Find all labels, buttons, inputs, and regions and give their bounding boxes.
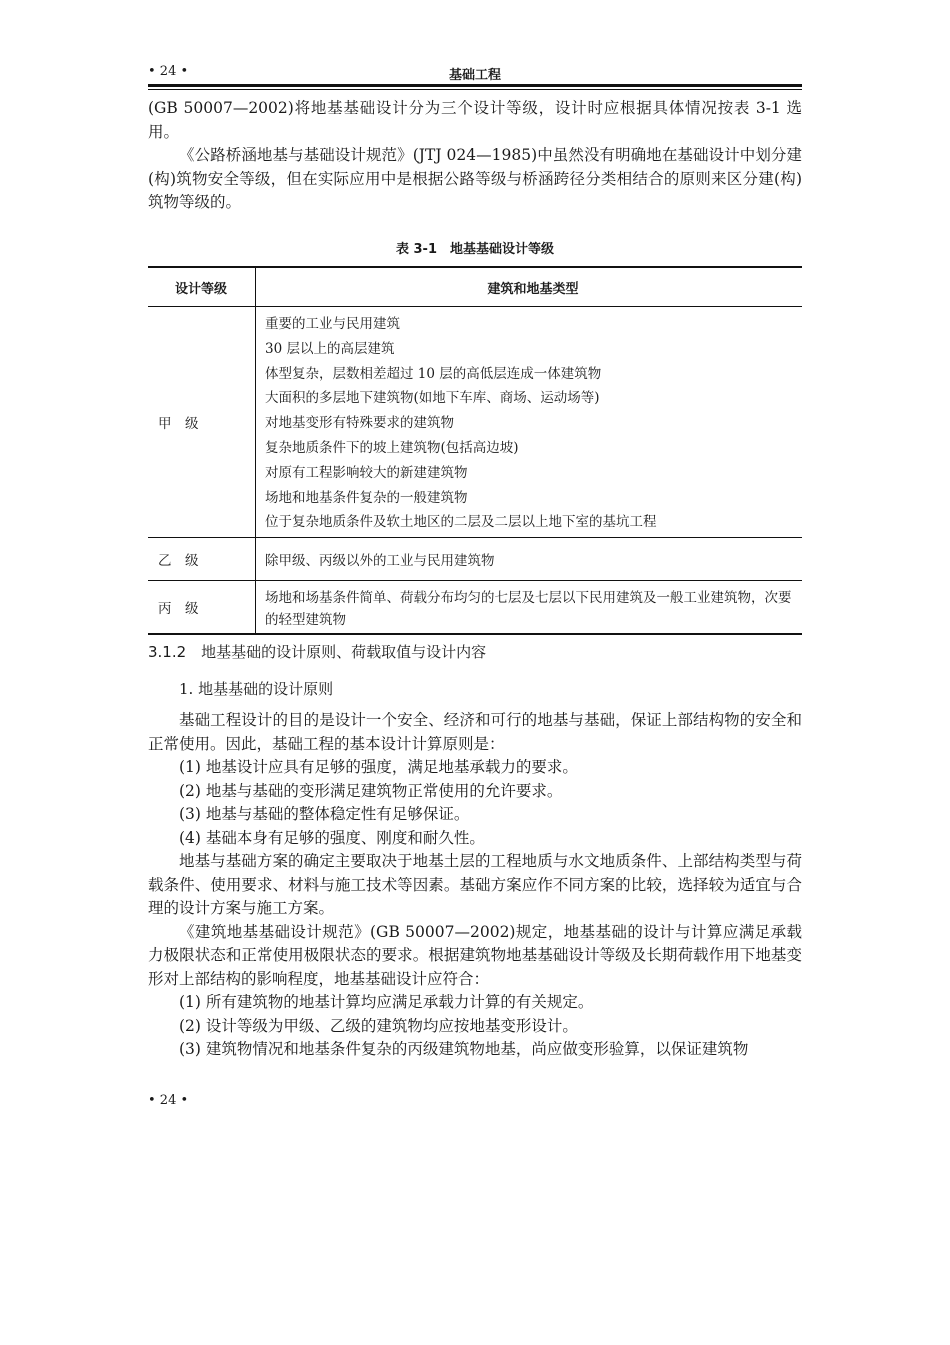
grade-cell: 丙 级 xyxy=(148,581,256,635)
intro-text xyxy=(148,97,802,215)
table-header-row xyxy=(148,267,802,307)
table-row-grade-b xyxy=(148,538,802,581)
sub-heading: 1. 地基基础的设计原则 xyxy=(179,680,334,698)
type-cell: 场地和场基条件简单、荷载分布均匀的七层及七层以下民用建筑及一般工业建筑物，次要的轻型建筑物 xyxy=(256,581,803,635)
list-item: (1) 所有建筑物的地基计算均应满足承载力计算的有关规定。 xyxy=(179,993,594,1011)
list-item: 场地和地基条件复杂的一般建筑物 xyxy=(265,489,468,506)
running-header xyxy=(148,62,802,82)
list-item: (3) 建筑物情况和地基条件复杂的丙级建筑物地基，尚应做变形验算，以保证建筑物 xyxy=(179,1040,749,1058)
intro-paragraph: (GB 50007—2002)将地基基础设计分为三个设计等级，设计时应根据具体情况按表 3-1 选用。 xyxy=(148,99,802,141)
list-item: 重要的工业与民用建筑 xyxy=(265,316,400,332)
list-item: 大面积的多层地下建筑物(如地下车库、商场、运动场等) xyxy=(265,390,600,407)
header-page-number: • 24 • xyxy=(148,64,189,79)
paragraph: 基础工程设计的目的是设计一个安全、经济和可行的地基与基础，保证上部结构物的安全和正常使用。因此，基础工程的基本设计计算原则是： xyxy=(148,711,802,753)
list-item: 体型复杂，层数相差超过 10 层的高低层连成一体建筑物 xyxy=(265,365,602,382)
list-item: 复杂地质条件下的坡上建筑物(包括高边坡) xyxy=(265,439,519,456)
paragraph: 《建筑地基基础设计规范》(GB 50007—2002)规定，地基基础的设计与计算应满足承载力极限状态和正常使用极限状态的要求。根据建筑物地基基础设计等级及长期荷载作用下地基变形对上部结构的影响程度，地基基础设计应符合： xyxy=(148,922,802,988)
header-rule-thin xyxy=(148,89,802,90)
header-rule-thick xyxy=(148,84,802,87)
list-item: (1) 地基设计应具有足够的强度，满足地基承载力的要求。 xyxy=(179,758,578,776)
footer-page-number: • 24 • xyxy=(148,1093,189,1108)
grade-cell: 乙 级 xyxy=(148,538,256,581)
type-cell: 除甲级、丙级以外的工业与民用建筑物 xyxy=(256,538,803,581)
list-item: 对地基变形有特殊要求的建筑物 xyxy=(265,415,454,432)
section-heading: 3.1.2 地基基础的设计原则、荷载取值与设计内容 xyxy=(148,643,487,661)
grade-cell: 甲 级 xyxy=(148,307,256,538)
table-caption: 表 3-1 地基基础设计等级 xyxy=(395,242,554,257)
list-item: (2) 设计等级为甲级、乙级的建筑物均应按地基变形设计。 xyxy=(179,1016,578,1035)
header-title: 基础工程 xyxy=(448,68,501,83)
list-item: 30 层以上的高层建筑 xyxy=(265,340,395,357)
type-cell xyxy=(256,307,803,538)
list-item: 位于复杂地质条件及软土地区的二层及二层以上地下室的基坑工程 xyxy=(265,514,657,531)
list-item: (3) 地基与基础的整体稳定性有足够保证。 xyxy=(179,805,470,823)
table-header-type: 建筑和地基类型 xyxy=(256,267,803,307)
paragraph: 地基与基础方案的确定主要取决于地基土层的工程地质与水文地质条件、上部结构类型与荷载条件、使用要求、材料与施工技术等因素。基础方案应作不同方案的比较，选择较为适宜与合理的设计方案与施工方案。 xyxy=(148,852,802,917)
table-row-grade-a xyxy=(148,307,802,538)
list-item: (2) 地基与基础的变形满足建筑物正常使用的允许要求。 xyxy=(179,781,563,800)
section-body xyxy=(148,709,802,1062)
table-row-grade-c xyxy=(148,581,802,635)
intro-paragraph: 《公路桥涵地基与基础设计规范》(JTJ 024—1985)中虽然没有明确地在基础设计中划分建(构)筑物安全等级，但在实际应用中是根据公路等级与桥涵跨径分类相结合的原则来区分建(构)筑物等级的。 xyxy=(148,146,802,211)
table-header-grade: 设计等级 xyxy=(148,267,256,307)
list-item: (4) 基础本身有足够的强度、刚度和耐久性。 xyxy=(179,828,485,847)
design-grade-table xyxy=(148,266,802,635)
list-item: 对原有工程影响较大的新建建筑物 xyxy=(265,464,468,481)
